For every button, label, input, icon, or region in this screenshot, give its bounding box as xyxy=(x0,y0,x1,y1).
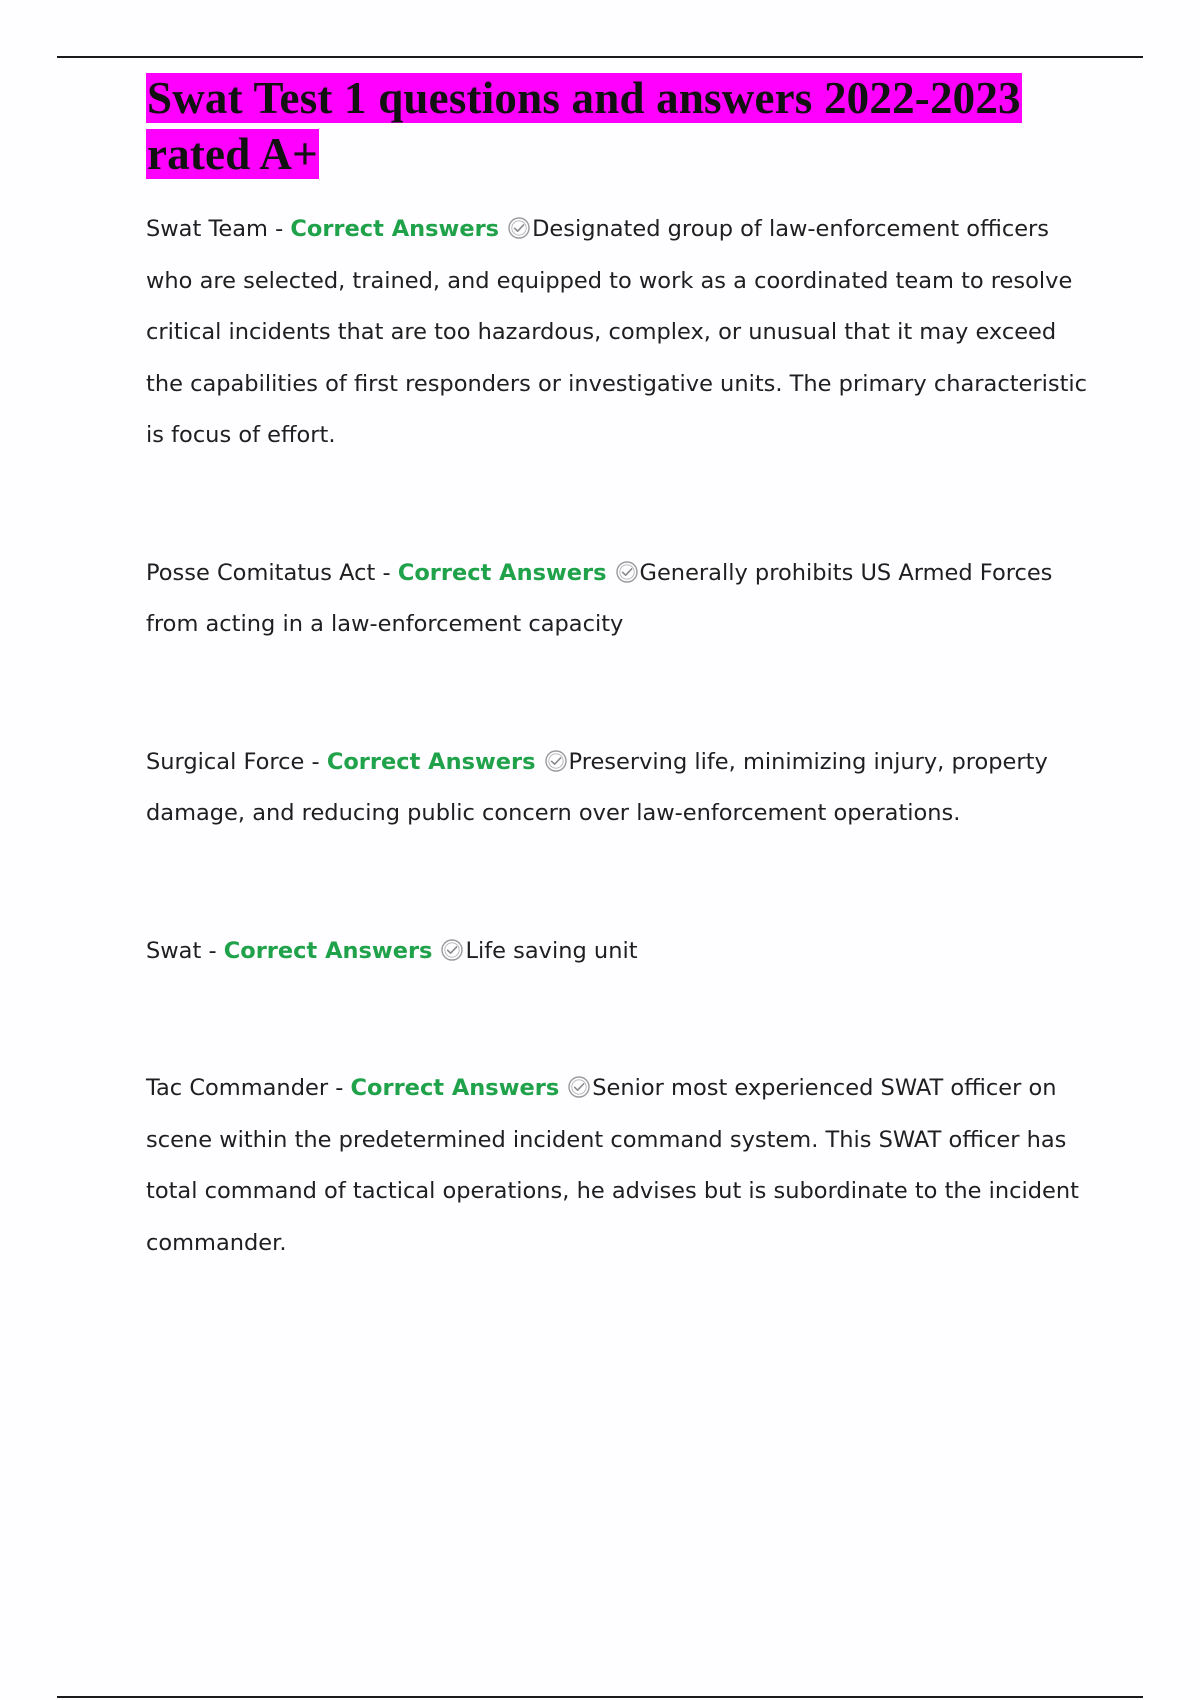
qa-list xyxy=(146,204,1096,1269)
correct-answers-label: Correct Answers xyxy=(397,559,607,586)
qa-answer: Designated group of law-enforcement officers who are selected, trained, and equipped to work as a coordinated team to resolve critical incidents that are too hazardous, complex, or unusual that it may exceed the capabilities of first responders or investigative units. The primary characteristic is focus of effort. xyxy=(146,216,1088,448)
qa-answer: Senior most experienced SWAT officer on scene within the predetermined incident command system. This SWAT officer has total command of tactical operations, he advises but is subordinate to the incident commander. xyxy=(146,1075,1079,1256)
correct-answers-label: Correct Answers xyxy=(350,1075,560,1101)
correct-answers-label: Correct Answers xyxy=(326,748,536,775)
check-badge-icon xyxy=(544,749,568,773)
qa-item xyxy=(146,1063,1096,1269)
top-rule xyxy=(57,56,1143,58)
correct-answers-label: Correct Answers xyxy=(223,937,433,964)
qa-term: Tac Commander xyxy=(146,1075,329,1101)
qa-answer: Preserving life, minimizing injury, property damage, and reducing public concern over law-enforcement operations. xyxy=(146,748,1048,826)
qa-separator: - xyxy=(328,1075,351,1101)
qa-separator: - xyxy=(267,216,291,242)
qa-separator: - xyxy=(304,748,327,775)
check-badge-icon xyxy=(567,1075,591,1099)
check-badge-icon xyxy=(615,560,639,584)
qa-item xyxy=(146,204,1096,462)
bottom-rule xyxy=(57,1696,1143,1698)
document-title xyxy=(146,70,1096,182)
qa-term: Swat xyxy=(146,937,202,964)
qa-answer: Life saving unit xyxy=(465,937,638,964)
check-badge-icon xyxy=(440,938,464,962)
document-page xyxy=(146,70,1096,1269)
qa-answer: Generally prohibits US Armed Forces from acting in a law-enforcement capacity xyxy=(146,559,1053,637)
qa-term: Swat Team xyxy=(146,216,268,242)
qa-term: Posse Comitatus Act xyxy=(146,559,376,586)
title-highlight: Swat Test 1 questions and answers 2022-2023 rated A+ xyxy=(147,73,1021,179)
qa-separator: - xyxy=(201,937,224,964)
qa-separator: - xyxy=(375,559,398,586)
qa-item xyxy=(146,737,1096,840)
check-badge-icon xyxy=(507,216,531,240)
correct-answers-label: Correct Answers xyxy=(290,216,500,242)
qa-term: Surgical Force xyxy=(146,748,305,775)
qa-item xyxy=(146,548,1096,651)
qa-item xyxy=(146,926,1096,978)
